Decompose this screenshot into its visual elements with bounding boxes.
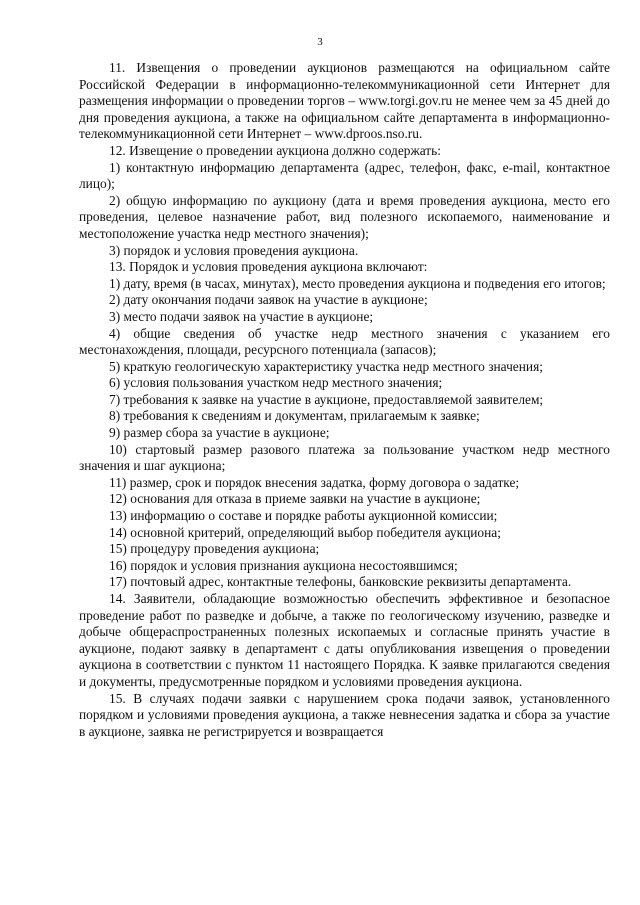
- list-item: 9) размер сбора за участие в аукционе;: [109, 425, 330, 441]
- list-item: 6) условия пользования участком недр местного значения;: [109, 375, 443, 391]
- paragraph-11: 11. Извещения о проведении аукционов размещаются на официальном сайте Российской Федерации в информационно-телекоммуникационной сети Интернет для размещения информации о проведении торгов – www.torgi.gov.ru не менее чем за 45 дней до дня проведения аукциона, а также на официальном сайте департамента в информационно-телекоммуникационной сети Интернет – www.dproos.nso.ru.: [79, 60, 610, 142]
- list-item: 2) дату окончания подачи заявок на участие в аукционе;: [109, 292, 428, 308]
- list-item: 12) основания для отказа в приеме заявки на участие в аукционе;: [109, 491, 481, 507]
- list-item: 16) порядок и условия признания аукциона несостоявшимся;: [109, 557, 458, 573]
- list-item: 4) общие сведения об участке недр местного значения с указанием его местонахождения, площади, ресурсного потенциала (запасов);: [79, 325, 610, 358]
- page-number: 3: [317, 36, 323, 48]
- list-item: 3) порядок и условия проведения аукциона.: [109, 242, 359, 258]
- paragraph-14: 14. Заявители, обладающие возможностью обеспечить эффективное и безопасное проведение работ по разведке и добыче, а также по геологическому изучению, разведке и добыче общераспространенных полезных ископаемых и согласные принять участие в аукционе, подают заявку в департамент с даты опубликования извещения о проведении аукциона в соответствии с пунктом 11 настоящего Порядка. К заявке прилагаются сведения и документы, предусмотренные порядком и условиями проведения аукциона.: [79, 591, 610, 689]
- list-item: 5) краткую геологическую характеристику участка недр местного значения;: [109, 358, 543, 374]
- list-item: 3) место подачи заявок на участие в аукционе;: [109, 308, 374, 324]
- list-item: 13) информацию о составе и порядке работы аукционной комиссии;: [109, 508, 498, 524]
- list-item: 17) почтовый адрес, контактные телефоны, банковские реквизиты департамента.: [109, 574, 572, 590]
- list-item: 7) требования к заявке на участие в аукционе, предоставляемой заявителем;: [109, 391, 544, 407]
- paragraph-12: 12. Извещение о проведении аукциона должно содержать:: [109, 142, 441, 158]
- document-body: [79, 60, 610, 740]
- list-item: 15) процедуру проведения аукциона;: [109, 541, 320, 557]
- list-item: 1) контактную информацию департамента (адрес, телефон, факс, e-mail, контактное лицо);: [79, 159, 610, 192]
- list-item: 2) общую информацию по аукциону (дата и время проведения аукциона, место его проведения, целевое назначение работ, вид полезного ископаемого, наименование и местоположение участка недр местного значения);: [79, 192, 610, 241]
- list-item: 10) стартовый размер разового платежа за пользование участком недр местного значения и шаг аукциона;: [79, 441, 610, 474]
- list-item: 8) требования к сведениям и документам, прилагаемым к заявке;: [109, 408, 480, 424]
- list-item: 1) дату, время (в часах, минутах), место проведения аукциона и подведения его итогов;: [109, 275, 606, 291]
- paragraph-13: 13. Порядок и условия проведения аукциона включают:: [109, 259, 428, 275]
- paragraph-15: 15. В случаях подачи заявки с нарушением срока подачи заявок, установленного порядком и условиями проведения аукциона, а также невнесения задатка и сбора за участие в аукционе, заявка не регистрируется и возвращается: [79, 690, 610, 739]
- list-item: 14) основной критерий, определяющий выбор победителя аукциона;: [109, 524, 501, 540]
- list-item: 11) размер, срок и порядок внесения задатка, форму договора о задатке;: [109, 474, 520, 490]
